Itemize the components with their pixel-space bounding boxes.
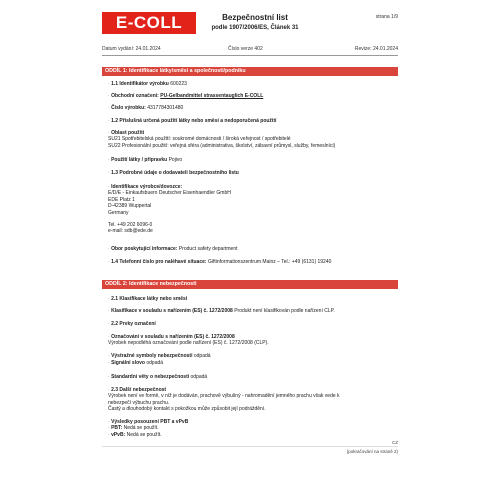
article-number: · Číslo výrobku: 4317784301480 — [108, 105, 184, 111]
product-usage: · Použití látky / přípravku Pojivo — [108, 157, 183, 163]
section-1-heading: ODDÍL 1: Identifikace látky/směsi a společnosti/podniku — [102, 67, 398, 76]
header-divider — [102, 55, 398, 56]
document-title — [200, 13, 310, 33]
page-number: strana 1/9 — [375, 14, 398, 20]
title-main: Bezpečnostní list — [222, 13, 288, 22]
sector-of-use: · Oblast použití SU21 Spotřebitelská použití: soukromé domácnosti / široká veřejnost / spotřebitelé SU22 Profesionální použití: veřejná sféra (administrativa, školství, zábavní průmysl, služby, řemeslníci) — [108, 130, 336, 149]
hazard-pictograms: · Výstražné symboly nebezpečnosti odpadá — [108, 353, 211, 359]
revision-date: Revize: 24.01.2024 — [354, 46, 398, 52]
section-2-heading: ODDÍL 2: Identifikace nebezpečnosti — [102, 280, 398, 289]
brand-logo: E-COLL — [102, 12, 196, 34]
issue-date: Datum vydání: 24.01.2024 — [102, 46, 161, 52]
emergency-phone: · 1.4 Telefonní číslo pro naléhavé situace: Giftinformationszentrum Mainz – Tel.: +49 (6131) 19240 — [108, 259, 332, 265]
clp-classification: · Klasifikace v souladu s nařízením (ES) č. 1272/2008 Produkt není klasifikován podle nařízení CLP. — [108, 308, 335, 314]
signal-word: · Signální slovo odpadá — [108, 360, 164, 366]
relevant-uses-heading: · 1.2 Příslušná určená použití látky nebo směsi a nedoporučená použití — [108, 118, 277, 124]
hazard-statements: · Standardní věty o nebezpečnosti odpadá — [108, 374, 208, 380]
information-department: · Obor poskytující informace: Product safety department — [108, 246, 238, 252]
version-number: Číslo verze 402 — [228, 46, 263, 52]
other-hazards: · 2.3 Další nebezpečnost Výrobek není ve formě, v níž je dodáván, prachově výbušný - nahromadění jemného prachu však vede k nebezpečí výbuchu prachu. Častý a dlouhodobý kontakt s pokožkou může způsobit její podráždění. — [108, 387, 340, 413]
classification-heading: · 2.1 Klasifikace látky nebo směsi — [108, 296, 188, 302]
title-regulation: podle 1907/2006/ES, Článek 31 — [211, 25, 299, 31]
country-code: CZ — [392, 440, 398, 445]
product-identifier: · 1.1 Identifikátor výrobku 600223 — [108, 81, 187, 87]
trade-name: · Obchodní označení: PU-Gelbandmittel strassentauglich E-COLL — [108, 93, 264, 99]
supplier-details-heading: · 1.3 Podrobné údaje o dodavateli bezpečnostního listu — [108, 170, 239, 176]
label-elements-heading: · 2.2 Prvky označení — [108, 321, 156, 327]
clp-labelling: · Označování v souladu s nařízením (ES) č. 1272/2008 Výrobek nepodléhá označování podle nařízení (ES) č. 1272/2008 (CLP). — [108, 334, 269, 347]
footer-divider — [102, 446, 398, 447]
pbt-assessment: · Výsledky posouzení PBT a vPvB · PBT: Nedá se použít. · vPvB: Nedá se použít. — [108, 419, 189, 438]
continued-note: (pokračování na straně 2) — [346, 449, 398, 454]
supplier-address: · Identifikace výrobce/dovozce: E/D/E - Einkaufsbuero Deutscher Eisenhaendler GmbH EDE Platz 1 D-42389 Wuppertal Germany Tel. +49 202 6096-0 e-mail: sdb@ede.de — [108, 184, 231, 235]
